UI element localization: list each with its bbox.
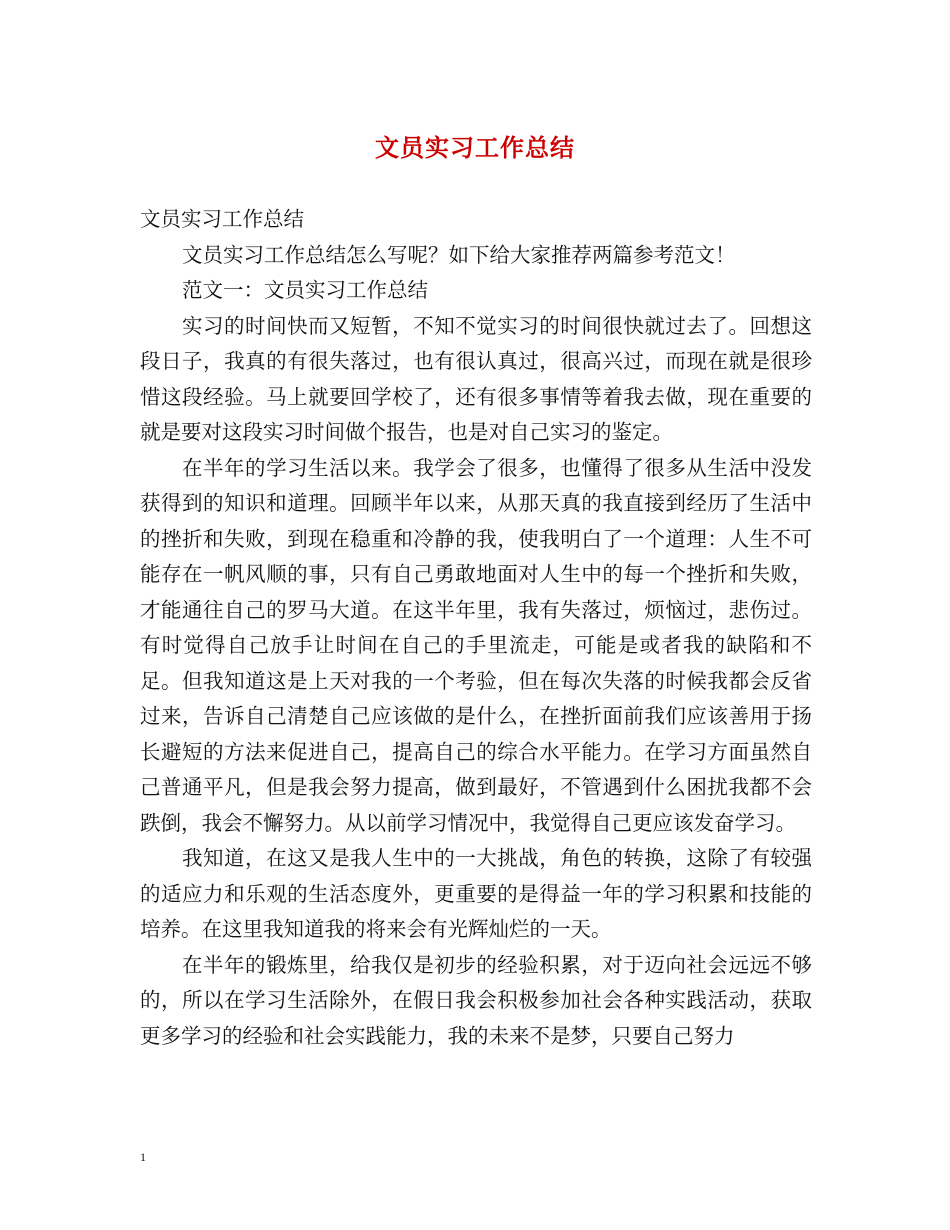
page-number: 1 [140,1150,146,1164]
paragraph-heading: 文员实习工作总结 [140,207,304,231]
paragraph: 我知道，在这又是我人生中的一大挑战，角色的转换，这除了有较强的适应力和乐观的生活态度外，更重要的是得益一年的学习积累和技能的培养。在这里我知道我的将来会有光辉灿烂的一天。 [140,846,812,941]
paragraph: 实习的时间快而又短暂，不知不觉实习的时间很快就过去了。回想这段日子，我真的有很失落过，也有很认真过，很高兴过，而现在就是很珍惜这段经验。马上就要回学校了，还有很多事情等着我去做，现在重要的就是要对这段实习时间做个报告，也是对自己实习的鉴定。 [140,313,812,444]
paragraph: 在半年的锻炼里，给我仅是初步的经验积累，对于迈向社会远远不够的，所以在学习生活除外，在假日我会积极参加社会各种实践活动，获取更多学习的经验和社会实践能力，我的未来不是梦，只要自己努力 [140,952,812,1048]
paragraph-sample-heading: 范文一：文员实习工作总结 [182,278,428,302]
document-title: 文员实习工作总结 [375,133,575,162]
document-body [140,202,812,1054]
paragraph: 在半年的学习生活以来。我学会了很多，也懂得了很多从生活中没发获得到的知识和道理。回顾半年以来，从那天真的我直接到经历了生活中的挫折和失败，到现在稳重和冷静的我，使我明白了一个道理：人生不可能存在一帆风顺的事，只有自己勇敢地面对人生中的每一个挫折和失败，才能通往自己的罗马大道。在这半年里，我有失落过，烦恼过，悲伤过。有时觉得自己放手让时间在自己的手里流走，可能是或者我的缺陷和不足。但我知道这是上天对我的一个考验，但在每次失落的时候我都会反省过来，告诉自己清楚自己应该做的是什么，在挫折面前我们应该善用于扬长避短的方法来促进自己，提高自己的综合水平能力。在学习方面虽然自己普通平凡，但是我会努力提高，做到最好，不管遇到什么困扰我都不会跌倒，我会不懈努力。从以前学习情况中，我觉得自己更应该发奋学习。 [140,455,812,835]
paragraph-intro: 文员实习工作总结怎么写呢？如下给大家推荐两篇参考范文！ [182,242,736,267]
